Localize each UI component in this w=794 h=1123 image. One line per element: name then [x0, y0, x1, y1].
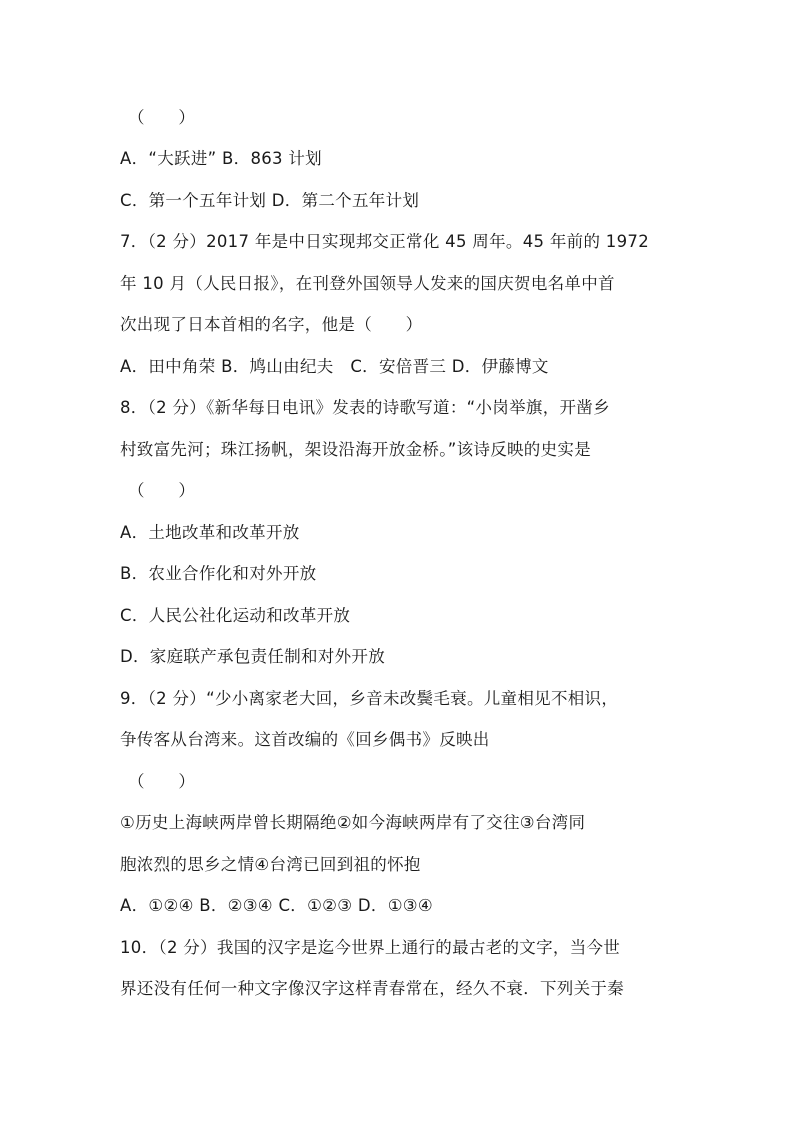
q8-option-a: A．土地改革和改革开放 [120, 523, 300, 542]
q9-stem-line-2: 争传客从台湾来。这首改编的《回乡偶书》反映出 [120, 730, 490, 749]
q9-statements-line-1: ①历史上海峡两岸曾长期隔绝②如今海峡两岸有了交往③台湾同 [120, 813, 586, 832]
q7-stem-line-3: 次出现了日本首相的名字，他是（ ） [120, 315, 423, 334]
q8-stem-line-2: 村致富先河；珠江扬帆，架设沿海开放金桥。”该诗反映的史实是 [120, 440, 591, 459]
q10-stem-line-2: 界还没有任何一种文字像汉字这样青春常在，经久不衰．下列关于秦 [120, 979, 624, 998]
q9-stem-line-1: 9．（2 分）“少小离家老大回，乡音未改鬓毛衰。儿童相见不相识， [120, 689, 619, 708]
q8-option-d: D．家庭联产承包责任制和对外开放 [120, 647, 386, 666]
q9-statements-line-2: 胞浓烈的思乡之情④台湾已回到祖的怀抱 [120, 855, 421, 874]
q8-option-c: C．人民公社化运动和改革开放 [120, 606, 351, 625]
q8-option-b: B．农业合作化和对外开放 [120, 564, 317, 583]
q7-stem-line-1: 7．（2 分）2017 年是中日实现邦交正常化 45 周年。45 年前的 1972 [120, 232, 649, 251]
q8-stem-line-1: 8．（2 分）《新华每日电讯》发表的诗歌写道：“小岗举旗，开凿乡 [120, 398, 610, 417]
q6-options-ab: A．“大跃进” B．863 计划 [120, 149, 322, 168]
q7-stem-line-2: 年 10 月（人民日报》，在刊登外国领导人发来的国庆贺电名单中首 [120, 274, 615, 293]
q9-options: A．①②④ B．②③④ C．①②③ D．①③④ [120, 896, 433, 915]
q6-options-cd: C．第一个五年计划 D．第二个五年计划 [120, 191, 420, 210]
answer-blank: （ ） [128, 108, 196, 127]
answer-blank: （ ） [128, 481, 196, 500]
q7-options: A．田中角荣 B．鸠山由纪夫 C．安倍晋三 D．伊藤博文 [120, 357, 549, 376]
answer-blank: （ ） [128, 772, 196, 791]
q10-stem-line-1: 10．（2 分）我国的汉字是迄今世界上通行的最古老的文字，当今世 [120, 938, 621, 957]
